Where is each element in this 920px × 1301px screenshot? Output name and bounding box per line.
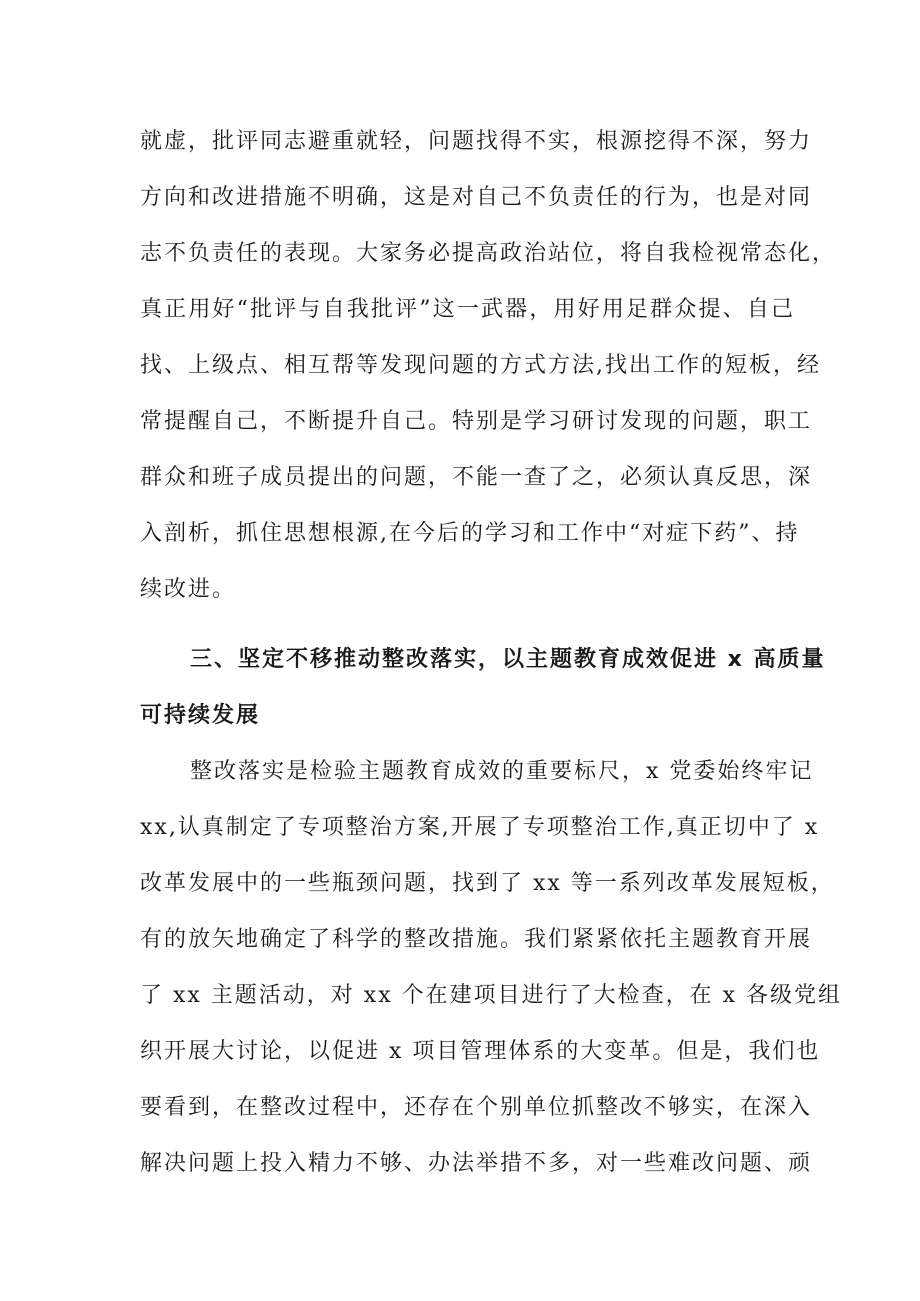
text-line: 要看到，在整改过程中，还存在个别单位抓整改不够实，在深入 [140, 1095, 813, 1120]
text-line: 整改落实是检验主题教育成效的重要标尺，x 党委始终牢记 [190, 759, 814, 784]
text-line: 就虚，批评同志避重就轻，问题找得不实，根源挖得不深，努力 [140, 129, 813, 154]
body-paragraph [140, 120, 837, 624]
text-line: 志不负责任的表现。大家务必提高政治站位，将自我检视常态化， [140, 241, 837, 266]
text-line: 找、上级点、相互帮等发现问题的方式方法,找出工作的短板，经 [140, 353, 821, 378]
document-body [140, 120, 842, 1198]
text-line: 入剖析，抓住思想根源,在今后的学习和工作中“对症下药”、持 [140, 521, 800, 546]
text-line: xx,认真制定了专项整治方案,开展了专项整治工作,真正切中了 x [140, 815, 820, 840]
text-line: 解决问题上投入精力不够、办法举措不多，对一些难改问题、顽 [140, 1151, 813, 1176]
section-heading [140, 638, 826, 750]
text-line: 方向和改进措施不明确，这是对自己不负责任的行为，也是对同 [140, 185, 813, 210]
heading-line: 三、坚定不移推动整改落实，以主题教育成效促进 x 高质量 [190, 647, 826, 672]
text-line: 真正用好“批评与自我批评”这一武器，用好用足群众提、自己 [140, 297, 795, 322]
text-line: 了 xx 主题活动，对 xx 个在建项目进行了大检查，在 x 各级党组 [140, 983, 842, 1008]
text-line: 有的放矢地确定了科学的整改措施。我们紧紧依托主题教育开展 [140, 927, 813, 952]
text-line: 改革发展中的一些瓶颈问题，找到了 xx 等一系列改革发展短板， [140, 871, 835, 896]
body-paragraph [140, 750, 842, 1198]
text-line: 群众和班子成员提出的问题，不能一查了之，必须认真反思，深 [140, 465, 813, 490]
text-line: 续改进。 [140, 577, 237, 602]
heading-line: 可持续发展 [140, 703, 261, 728]
text-line: 常提醒自己，不断提升自己。特别是学习研讨发现的问题，职工 [140, 409, 813, 434]
text-line: 织开展大讨论，以促进 x 项目管理体系的大变革。但是，我们也 [140, 1039, 821, 1064]
